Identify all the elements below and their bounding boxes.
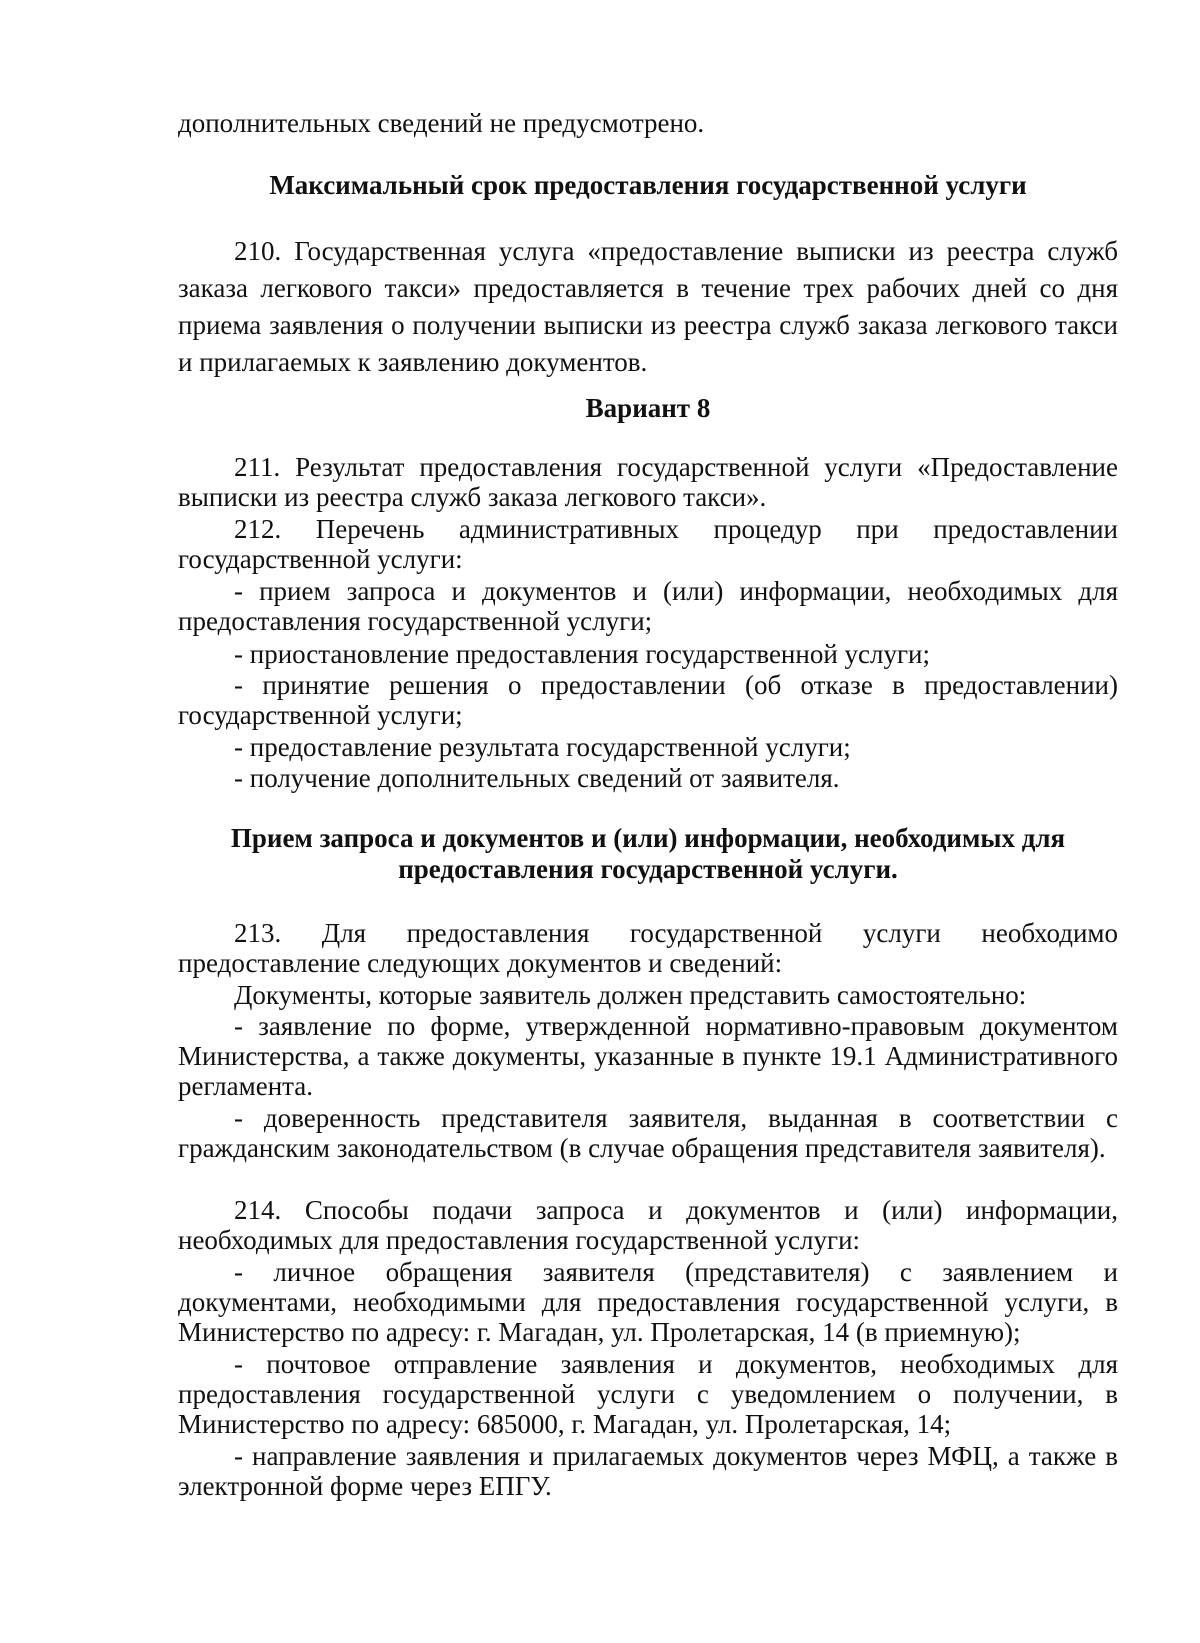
paragraph-214: 214. Способы подачи запроса и документов и (или) информации, необходимых для предоставления государственной услуги: [178,1195,1118,1255]
paragraph-213-subheading: Документы, которые заявитель должен представить самостоятельно: [234,980,1027,1010]
paragraph-continuation: дополнительных сведений не предусмотрено. [178,108,705,138]
heading-request-intake [178,823,1118,885]
list-item: - принятие решения о предоставлении (об отказе в предоставлении) государственной услуги; [178,670,1118,730]
paragraph-212: 212. Перечень административных процедур при предоставлении государственной услуги: [178,514,1118,574]
paragraph-211: 211. Результат предоставления государственной услуги «Предоставление выписки из реестра служб заказа легкового такси». [178,452,1118,512]
paragraph-210: 210. Государственная услуга «предоставление выписки из реестра служб заказа легкового такси» предоставляется в течение трех рабочих дней со дня приема заявления о получении выписки из реестра служб заказа легкового такси и прилагаемых к заявлению документов. [178,236,1118,377]
list-item: - направление заявления и прилагаемых документов через МФЦ, а также в электронной форме через ЕПГУ. [178,1441,1118,1501]
heading-line: предоставления государственной услуги. [398,854,898,884]
list-item: - личное обращения заявителя (представителя) с заявлением и документами, необходимыми для предоставления государственной услуги, в Министерство по адресу: г. Магадан, ул. Пролетарская, 14 (в приемную); [178,1257,1118,1347]
heading-line: Прием запроса и документов и (или) информации, необходимых для [230,823,1066,853]
list-item: - доверенность представителя заявителя, выданная в соответствии с гражданским законодательством (в случае обращения представителя заявителя). [178,1103,1118,1163]
list-item: - почтовое отправление заявления и документов, необходимых для предоставления государственной услуги с уведомлением о получении, в Министерство по адресу: 685000, г. Магадан, ул. Пролетарская, 14; [178,1349,1118,1439]
list-item: - прием запроса и документов и (или) информации, необходимых для предоставления государственной услуги; [178,576,1118,636]
heading-variant-8: Вариант 8 [585,393,711,423]
list-item: - получение дополнительных сведений от заявителя. [234,763,840,793]
list-item: - приостановление предоставления государственной услуги; [234,639,931,669]
list-item: - предоставление результата государственной услуги; [234,732,851,762]
list-item: - заявление по форме, утвержденной нормативно-правовым документом Министерства, а также документы, указанные в пункте 19.1 Административного регламента. [178,1011,1118,1101]
heading-max-term: Максимальный срок предоставления государственной услуги [269,170,1027,200]
paragraph-213: 213. Для предоставления государственной услуги необходимо предоставление следующих документов и сведений: [178,918,1118,978]
